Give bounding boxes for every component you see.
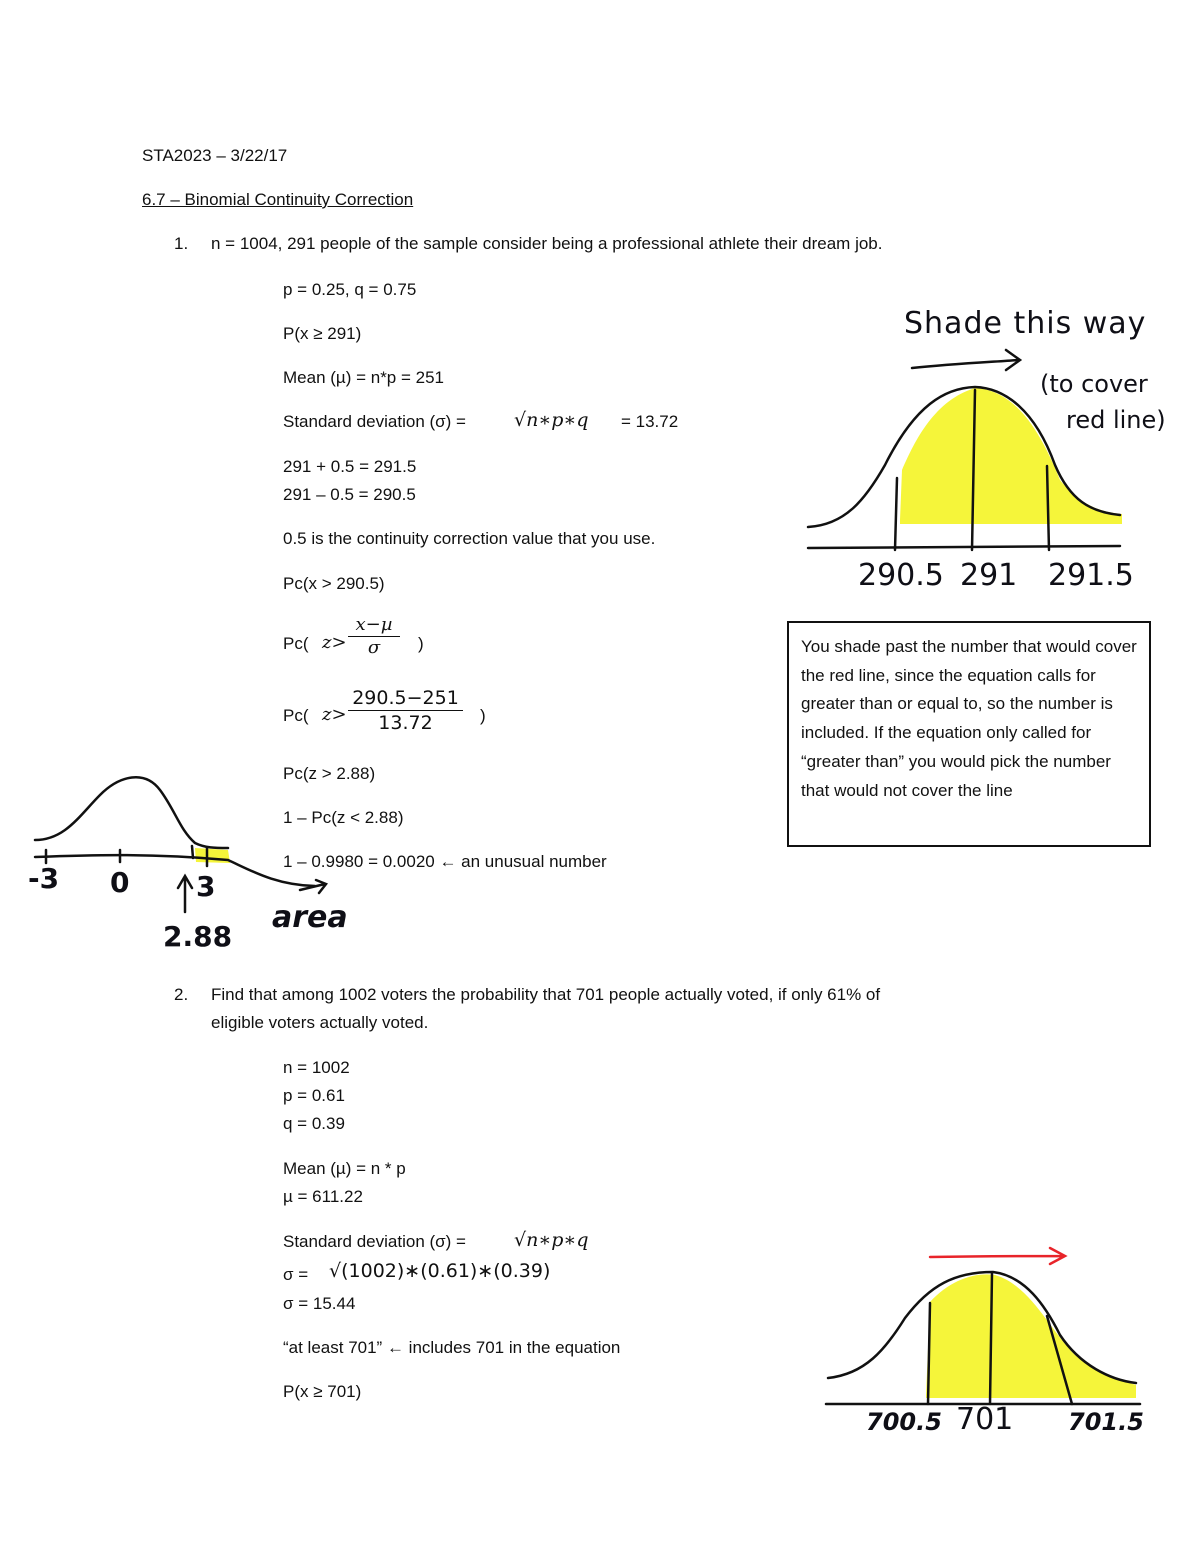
handwritten-title-line2: (to cover bbox=[1040, 370, 1148, 398]
pc-line-4: Pc(z > 2.88) bbox=[283, 764, 376, 783]
red-arrow bbox=[930, 1248, 1065, 1264]
problem2-n: n = 1002 bbox=[283, 1058, 350, 1077]
pc-line-1: Pc(x > 290.5) bbox=[283, 574, 385, 593]
label-290-5: 290.5 bbox=[858, 558, 944, 593]
pc2-z: z> bbox=[322, 632, 347, 653]
label-area: area bbox=[272, 900, 348, 935]
label-0: 0 bbox=[110, 866, 130, 899]
problem1-plus: 291 + 0.5 = 291.5 bbox=[283, 457, 417, 476]
problem2-q: q = 0.39 bbox=[283, 1114, 345, 1133]
baseline-2 bbox=[35, 855, 315, 886]
explanation-text: You shade past the number that would cover the red line, since the equation calls for greater than or equal to, so the number is included. If the equation only called for “greater than” you would pick the number that would not cover the line bbox=[801, 637, 1137, 800]
problem1-p-q: p = 0.25, q = 0.75 bbox=[283, 280, 417, 299]
continuity-note: 0.5 is the continuity correction value that you use. bbox=[283, 529, 656, 548]
problem2-number: 2. bbox=[174, 985, 189, 1004]
problem2-sigma-formula: √(1002)∗(0.61)∗(0.39) bbox=[329, 1260, 551, 1282]
problem2-prob: P(x ≥ 701) bbox=[283, 1382, 362, 1401]
problem1-text: n = 1004, 291 people of the sample consider being a professional athlete their dream job. bbox=[211, 234, 883, 253]
bell-curve-sketch-2 bbox=[35, 777, 326, 912]
problem2-sigma-label: σ = bbox=[283, 1265, 309, 1284]
section-title: 6.7 – Binomial Continuity Correction bbox=[142, 190, 414, 209]
problem1-mean: Mean (µ) = n*p = 251 bbox=[283, 368, 445, 387]
pc3-numerator: 290.5−251 bbox=[352, 687, 459, 709]
pc3-close: ) bbox=[480, 706, 486, 725]
problem2-mean: Mean (µ) = n * p bbox=[283, 1159, 406, 1178]
problem2-sd-formula: √n∗p∗q bbox=[514, 1229, 589, 1251]
pc-line-5: 1 – Pc(z < 2.88) bbox=[283, 808, 404, 827]
pc2-prefix: Pc( bbox=[283, 634, 309, 653]
label-2-88: 2.88 bbox=[163, 920, 233, 953]
problem1-result: 1 – 0.9980 = 0.0020 ← an unusual number bbox=[283, 852, 607, 871]
problem1-number: 1. bbox=[174, 234, 189, 253]
problem2-p: p = 0.61 bbox=[283, 1086, 345, 1105]
label-291-5: 291.5 bbox=[1048, 558, 1134, 593]
pc3-denominator: 13.72 bbox=[378, 712, 433, 734]
problem2-sigma-value: σ = 15.44 bbox=[283, 1294, 356, 1313]
problem1-sd-formula: √n∗p∗q bbox=[514, 409, 589, 431]
baseline-1 bbox=[808, 546, 1120, 548]
pc3-z: z> bbox=[322, 704, 347, 725]
pc2-close: ) bbox=[418, 634, 424, 653]
label-701-5: 701.5 bbox=[1068, 1408, 1144, 1436]
problem1-sd-value: = 13.72 bbox=[621, 412, 679, 431]
bell-curve-sketch-3 bbox=[826, 1248, 1140, 1404]
pc2-numerator: x−µ bbox=[355, 614, 393, 635]
marker-290-5 bbox=[895, 478, 897, 550]
label-291: 291 bbox=[960, 558, 1018, 593]
problem1-minus: 291 – 0.5 = 290.5 bbox=[283, 485, 416, 504]
bell-curve-2 bbox=[35, 777, 228, 848]
tick-2-88 bbox=[192, 846, 193, 858]
pc3-prefix: Pc( bbox=[283, 706, 309, 725]
problem2-at-least: “at least 701” ← includes 701 in the equation bbox=[283, 1338, 621, 1357]
arrow-up-2-88 bbox=[178, 876, 192, 912]
label-701: 701 bbox=[956, 1402, 1014, 1437]
handwritten-title-line1: Shade this way bbox=[904, 306, 1147, 341]
document-header: STA2023 – 3/22/17 bbox=[142, 146, 288, 165]
problem2-mu: µ = 611.22 bbox=[283, 1187, 363, 1206]
problem2-text-line1: Find that among 1002 voters the probability that 701 people actually voted, if only 61% of bbox=[211, 985, 881, 1004]
label-3: 3 bbox=[196, 870, 216, 903]
label-neg3: -3 bbox=[28, 862, 60, 895]
label-700-5: 700.5 bbox=[866, 1408, 942, 1436]
problem1-prob: P(x ≥ 291) bbox=[283, 324, 362, 343]
pc2-denominator: σ bbox=[367, 637, 381, 658]
problem2-text-line2: eligible voters actually voted. bbox=[211, 1013, 429, 1032]
problem1-sd-label: Standard deviation (σ) = bbox=[283, 412, 466, 431]
arrow-right-1 bbox=[912, 350, 1020, 370]
handwritten-title-line3: red line) bbox=[1066, 406, 1166, 434]
problem2-sd-label: Standard deviation (σ) = bbox=[283, 1232, 466, 1251]
